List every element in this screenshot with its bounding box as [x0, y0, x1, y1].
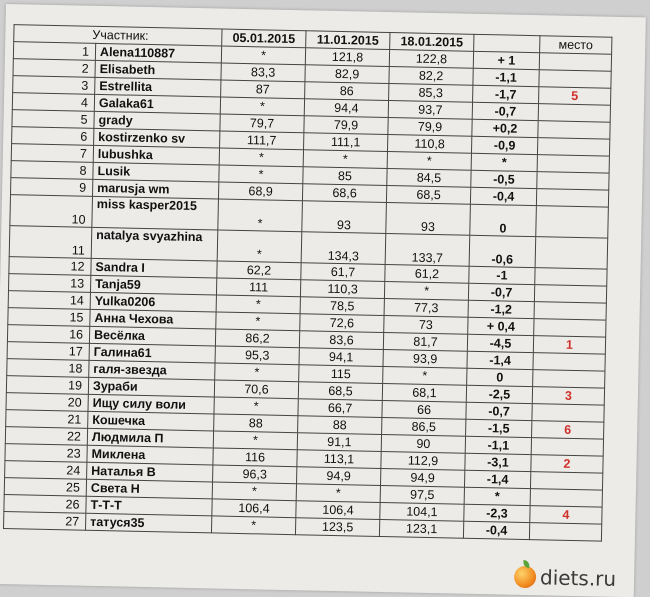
weight-date-3: 86,5: [382, 417, 466, 436]
place-cell: 6: [532, 421, 604, 440]
weight-date-1: *: [215, 363, 299, 382]
weight-date-1: *: [219, 148, 303, 167]
weight-diff: -0,7: [472, 102, 538, 120]
row-number: 7: [11, 144, 93, 163]
participant-name: Кошечка: [88, 411, 214, 431]
weight-date-3: 84,5: [387, 169, 471, 188]
weight-diff: -1,1: [473, 68, 539, 86]
header-date-1: 05.01.2015: [222, 29, 306, 48]
participant-name: Sandra I: [91, 258, 217, 278]
weight-date-2: 110,3: [300, 280, 384, 299]
row-number: 25: [4, 478, 86, 497]
weight-date-3: 85,3: [389, 84, 473, 103]
weight-date-3: 110,8: [387, 135, 471, 154]
row-number: 27: [4, 512, 86, 531]
weight-date-2: 78,5: [300, 297, 384, 316]
place-cell: [537, 172, 609, 191]
row-number: 17: [7, 342, 89, 361]
participant-name: kostirzenko sv: [94, 128, 220, 148]
weight-date-2: 86: [305, 82, 389, 101]
participant-name: Yulka0206: [90, 292, 216, 312]
weight-date-3: 123,1: [379, 519, 463, 538]
participant-name: marusja wm: [92, 179, 218, 199]
row-number: 9: [11, 178, 93, 197]
row-number: 5: [12, 110, 94, 129]
row-number: 4: [12, 93, 94, 112]
participant-name: Estrellita: [95, 77, 221, 97]
weight-date-1: *: [220, 97, 304, 116]
row-number: 8: [11, 161, 93, 180]
row-number: 18: [7, 359, 89, 378]
weight-date-1: 70,6: [214, 380, 298, 399]
weight-date-3: 93,9: [383, 349, 467, 368]
row-number: 6: [12, 127, 94, 146]
participant-name: Tanja59: [90, 275, 216, 295]
weight-date-3: 82,2: [389, 67, 473, 86]
participant-name: галя-звезда: [89, 360, 215, 380]
weight-date-3: 61,2: [385, 264, 469, 283]
row-number: 12: [9, 257, 91, 276]
place-cell: [532, 404, 604, 423]
row-number: 20: [6, 393, 88, 412]
weight-date-2: 94,9: [297, 467, 381, 486]
row-number: 24: [5, 461, 87, 480]
place-cell: [536, 206, 609, 239]
row-number: 23: [5, 444, 87, 463]
weight-diff: -0,4: [470, 187, 536, 205]
place-cell: [535, 268, 607, 287]
participant-name: miss kasper2015: [92, 196, 219, 230]
place-cell: [530, 472, 602, 491]
row-number: 21: [6, 410, 88, 429]
weight-diff: -1,4: [464, 470, 530, 488]
weight-date-1: *: [217, 230, 302, 263]
weight-diff: -0,6: [469, 235, 536, 267]
weight-diff: -4,5: [467, 334, 533, 352]
weight-diff: +0,2: [472, 119, 538, 137]
participant-name: natalya svyazhina: [91, 227, 218, 261]
participant-name: Анна Чехова: [90, 309, 216, 329]
weight-diff: -1: [469, 266, 535, 284]
weight-diff: *: [464, 487, 530, 505]
weight-date-2: 121,8: [305, 48, 389, 67]
place-cell: [534, 285, 606, 304]
weight-diff: -2,3: [464, 504, 530, 522]
weight-date-2: 79,9: [304, 116, 388, 135]
header-date-2: 11.01.2015: [306, 31, 390, 50]
weight-date-3: 66: [382, 400, 466, 419]
weight-date-3: *: [387, 152, 471, 171]
weight-date-1: *: [212, 482, 296, 501]
weight-date-1: 96,3: [213, 465, 297, 484]
weight-diff: -0,5: [471, 170, 537, 188]
weight-date-2: 93: [302, 201, 387, 234]
weight-diff: -1,7: [473, 85, 539, 103]
weight-date-1: *: [214, 397, 298, 416]
weight-date-2: 106,4: [296, 501, 380, 520]
weight-date-1: 68,9: [218, 182, 302, 201]
weight-date-2: 91,1: [297, 433, 381, 452]
weight-date-2: 72,6: [300, 314, 384, 333]
logo-text: diets.ru: [539, 565, 617, 591]
weight-date-2: 113,1: [297, 450, 381, 469]
row-number: 1: [13, 42, 95, 61]
weight-date-3: 73: [384, 315, 468, 334]
weight-date-2: 123,5: [295, 518, 379, 537]
place-cell: [529, 523, 601, 542]
weight-date-2: 61,7: [301, 263, 385, 282]
place-cell: [534, 302, 606, 321]
row-number: 22: [5, 427, 87, 446]
weight-date-3: *: [384, 281, 468, 300]
row-number: 26: [4, 495, 86, 514]
weight-date-1: *: [221, 46, 305, 65]
participant-name: lubushka: [93, 145, 219, 165]
weight-diff: -1,2: [468, 300, 534, 318]
row-number: 11: [9, 226, 92, 259]
place-cell: [536, 189, 608, 208]
weight-date-1: 83,3: [221, 63, 305, 82]
row-number: 14: [8, 291, 90, 310]
weight-date-2: *: [296, 484, 380, 503]
row-number: 19: [6, 376, 88, 395]
weight-date-3: 112,9: [381, 451, 465, 470]
header-date-3: 18.01.2015: [390, 33, 474, 52]
participant-name: Зураби: [88, 377, 214, 397]
header-place: место: [540, 36, 612, 55]
weight-date-2: 134,3: [301, 232, 386, 265]
place-cell: [534, 319, 606, 338]
weight-date-3: 79,9: [388, 118, 472, 137]
place-cell: 1: [533, 336, 605, 355]
weight-date-1: 88: [214, 414, 298, 433]
weight-diff: + 0,4: [468, 317, 534, 335]
participant-name: Весёлка: [89, 326, 215, 346]
weight-date-1: 116: [213, 448, 297, 467]
weight-date-2: 68,6: [302, 184, 386, 203]
participant-name: Миклена: [87, 445, 213, 465]
weight-date-3: 94,9: [380, 468, 464, 487]
weight-date-1: *: [216, 312, 300, 331]
weight-diff: -2,5: [466, 385, 532, 403]
place-cell: 4: [530, 506, 602, 525]
place-cell: [537, 155, 609, 174]
participant-name: Наталья В: [87, 462, 213, 482]
weight-date-3: 81,7: [383, 332, 467, 351]
row-number: 3: [13, 76, 95, 95]
results-sheet: [0, 4, 646, 597]
weight-diff: -1,1: [465, 436, 531, 454]
weight-date-1: 79,7: [220, 114, 304, 133]
place-cell: [537, 138, 609, 157]
weight-date-3: 93: [386, 203, 471, 236]
weight-date-3: 68,1: [382, 383, 466, 402]
place-cell: [530, 489, 602, 508]
place-cell: [533, 370, 605, 389]
weight-date-1: *: [216, 295, 300, 314]
participant-name: Т-Т-Т: [86, 496, 212, 516]
row-number: 16: [7, 325, 89, 344]
weight-date-3: 133,7: [385, 234, 470, 267]
participant-name: Ищу силу воли: [88, 394, 214, 414]
weight-diff: 0: [470, 204, 537, 236]
place-cell: [535, 237, 608, 270]
row-number: 15: [8, 308, 90, 327]
participant-name: Галина61: [89, 343, 215, 363]
row-number: 10: [10, 195, 93, 228]
participant-name: Света Н: [86, 479, 212, 499]
weight-date-3: 68,5: [386, 186, 470, 205]
row-number: 2: [13, 59, 95, 78]
header-diff: [474, 34, 540, 52]
place-cell: [533, 353, 605, 372]
weight-diff: -1,5: [466, 419, 532, 437]
weight-diff: + 1: [473, 51, 539, 69]
weight-diff: -0,7: [466, 402, 532, 420]
place-cell: [531, 438, 603, 457]
weight-date-3: 77,3: [384, 298, 468, 317]
row-number: 13: [8, 274, 90, 293]
participant-name: Lusik: [93, 162, 219, 182]
weight-date-2: 82,9: [305, 65, 389, 84]
weight-date-2: 94,4: [304, 99, 388, 118]
weight-date-2: 68,5: [298, 382, 382, 401]
participant-name: Elisabeth: [95, 60, 221, 80]
weight-diff: -1,4: [467, 351, 533, 369]
weight-date-1: 111,7: [220, 131, 304, 150]
weight-date-1: 87: [221, 80, 305, 99]
weight-diff: -3,1: [465, 453, 531, 471]
weight-date-1: 111: [216, 278, 300, 297]
weight-date-2: 115: [299, 365, 383, 384]
weight-date-3: 104,1: [380, 502, 464, 521]
weight-date-3: *: [383, 366, 467, 385]
weight-diff: -0,9: [471, 136, 537, 154]
header-participant: Участник:: [14, 25, 222, 46]
weight-date-3: 122,8: [389, 50, 473, 69]
place-cell: [539, 53, 611, 72]
participant-name: grady: [94, 111, 220, 131]
weight-date-2: 85: [303, 167, 387, 186]
participant-name: Людмила П: [87, 428, 213, 448]
weight-date-1: 95,3: [215, 346, 299, 365]
participant-name: татуся35: [85, 513, 211, 533]
weight-diff: 0: [467, 368, 533, 386]
weight-date-1: 106,4: [212, 499, 296, 518]
weight-date-1: *: [219, 165, 303, 184]
weight-date-1: 62,2: [217, 261, 301, 280]
place-cell: [539, 70, 611, 89]
place-cell: [538, 121, 610, 140]
results-table: [3, 24, 612, 541]
weight-date-2: 83,6: [299, 331, 383, 350]
weight-date-1: *: [211, 516, 295, 535]
participant-name: Alena110887: [95, 43, 221, 63]
weight-date-1: 86,2: [215, 329, 299, 348]
place-cell: [538, 104, 610, 123]
site-logo: [514, 565, 617, 591]
weight-date-2: 111,1: [304, 133, 388, 152]
weight-date-1: *: [213, 431, 297, 450]
weight-date-2: 66,7: [298, 399, 382, 418]
weight-diff: -0,7: [468, 283, 534, 301]
place-cell: 2: [531, 455, 603, 474]
participant-name: Galaka61: [94, 94, 220, 114]
weight-date-2: 88: [298, 416, 382, 435]
weight-diff: *: [471, 153, 537, 171]
weight-date-3: 90: [381, 434, 465, 453]
place-cell: 3: [532, 387, 604, 406]
place-cell: 5: [539, 87, 611, 106]
weight-date-1: *: [218, 199, 303, 232]
weight-diff: -0,4: [463, 521, 529, 539]
weight-date-3: 97,5: [380, 485, 464, 504]
weight-date-2: *: [303, 150, 387, 169]
weight-date-2: 94,1: [299, 348, 383, 367]
weight-date-3: 93,7: [388, 101, 472, 120]
